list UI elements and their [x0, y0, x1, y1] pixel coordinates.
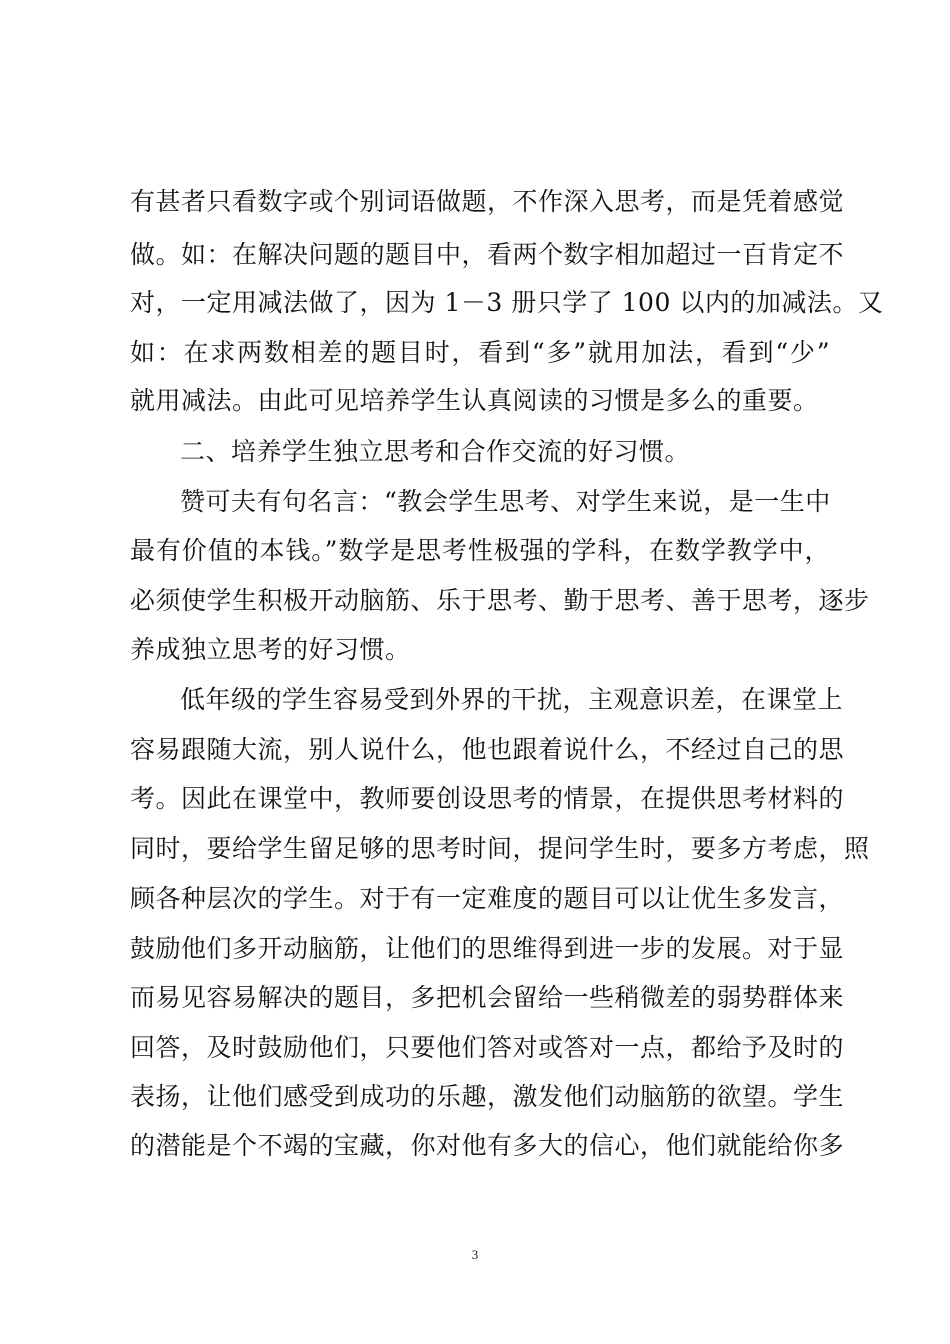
- text-line-11: 低年级的学生容易受到外界的干扰，主观意识差，在课堂上: [180, 685, 844, 714]
- text-line-1: 有甚者只看数字或个别词语做题，不作深入思考，而是凭着感觉: [130, 187, 845, 216]
- text-line-20: 的潜能是个不竭的宝藏，你对他有多大的信心，他们就能给你多: [130, 1131, 845, 1160]
- text-line-3: 对，一定用减法做了，因为 1－3 册只学了 100 以内的加减法。又: [130, 288, 884, 317]
- text-line-2: 做。如：在解决问题的题目中，看两个数字相加超过一百肯定不: [130, 240, 845, 269]
- text-line-14: 同时，要给学生留足够的思考时间，提问学生时，要多方考虑，照: [130, 834, 870, 863]
- text-line-17: 而易见容易解决的题目，多把机会留给一些稍微差的弱势群体来: [130, 983, 845, 1012]
- text-line-18: 回答，及时鼓励他们，只要他们答对或答对一点，都给予及时的: [130, 1033, 845, 1062]
- text-line-5: 就用减法。由此可见培养学生认真阅读的习惯是多么的重要。: [130, 386, 819, 415]
- text-line-16: 鼓励他们多开动脑筋，让他们的思维得到进一步的发展。对于显: [130, 934, 845, 963]
- text-line-9: 必须使学生积极开动脑筋、乐于思考、勤于思考、善于思考，逐步: [130, 586, 870, 615]
- text-line-15: 顾各种层次的学生。对于有一定难度的题目可以让优生多发言，: [130, 884, 845, 913]
- text-line-13: 考。因此在课堂中，教师要创设思考的情景，在提供思考材料的: [130, 784, 845, 813]
- text-line-12: 容易跟随大流，别人说什么，他也跟着说什么，不经过自己的思: [130, 735, 845, 764]
- text-line-8: 最有价值的本钱。”数学是思考性极强的学科，在数学教学中，: [130, 536, 830, 565]
- section-heading: 二、培养学生独立思考和合作交流的好习惯。: [180, 437, 691, 466]
- text-line-4: 如：在求两数相差的题目时，看到“多”就用加法，看到“少”: [130, 338, 830, 367]
- text-line-7: 赞可夫有句名言：“教会学生思考、对学生来说，是一生中: [180, 487, 831, 516]
- text-line-10: 养成独立思考的好习惯。: [130, 635, 411, 664]
- page-number: 3: [471, 1247, 479, 1262]
- text-line-19: 表扬，让他们感受到成功的乐趣，激发他们动脑筋的欲望。学生: [130, 1082, 845, 1111]
